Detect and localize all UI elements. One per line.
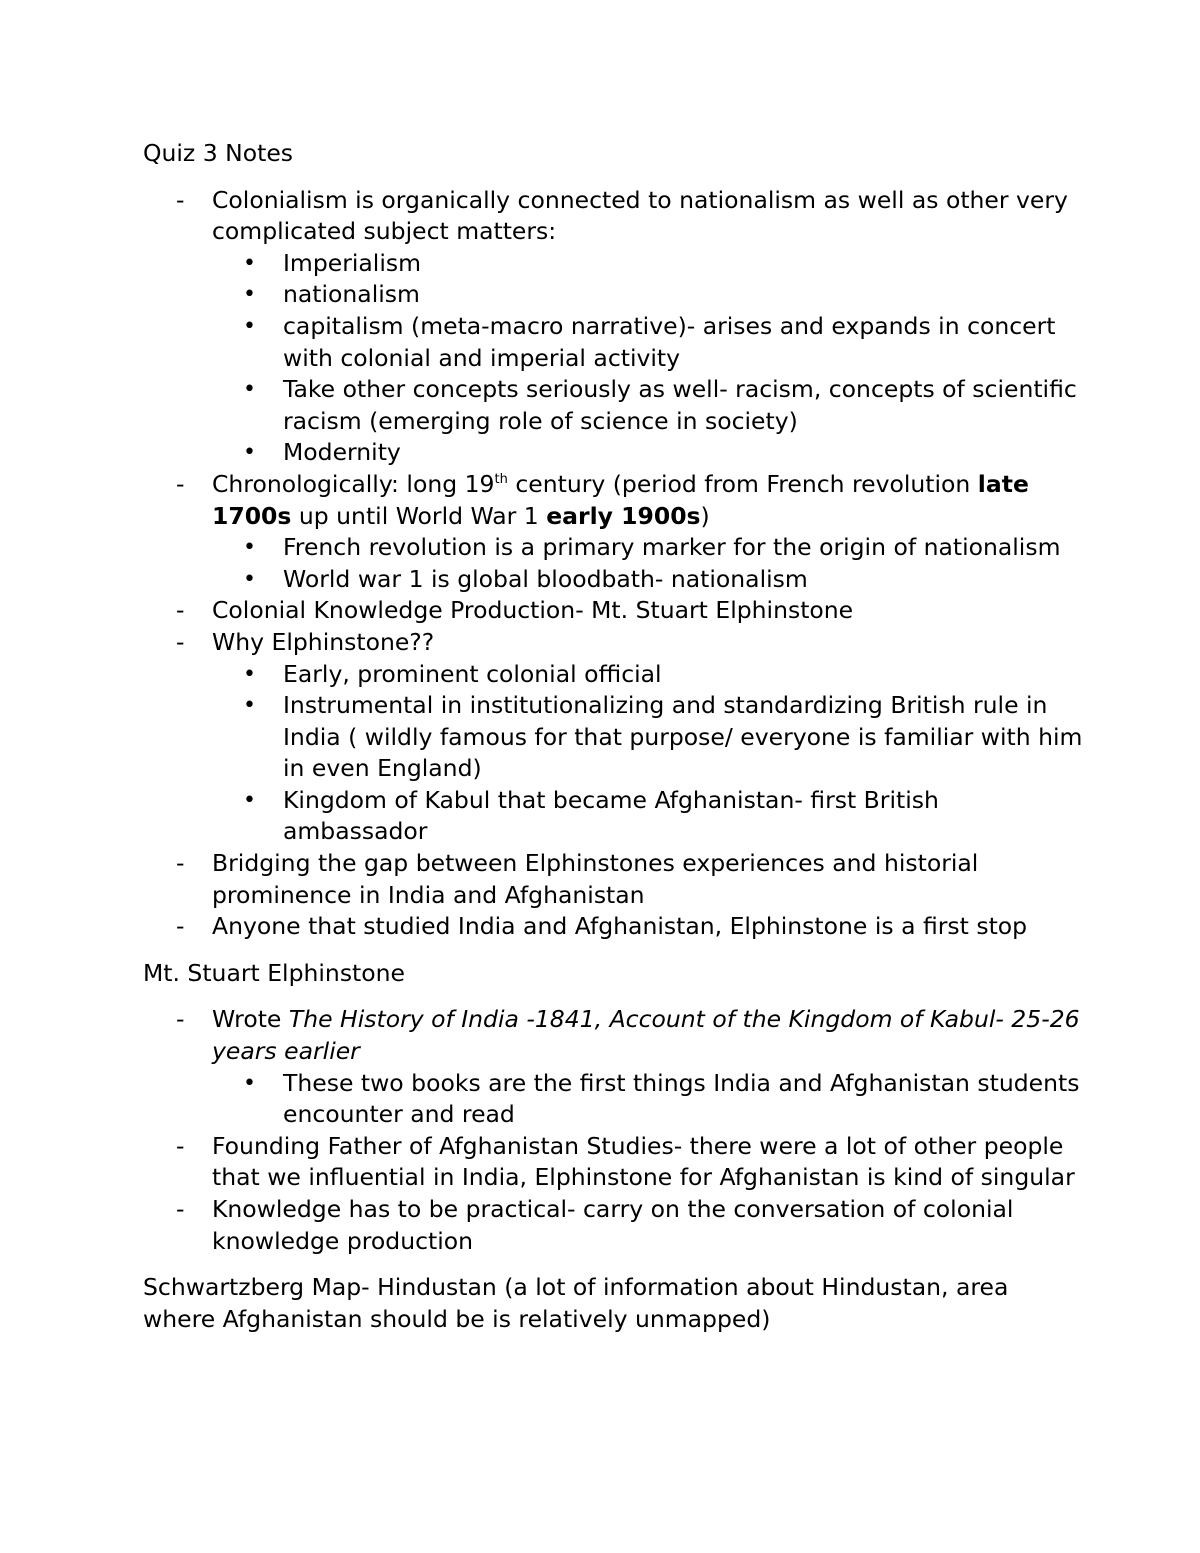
list-item	[143, 469, 1083, 532]
sub-list-item-text: Kingdom of Kabul that became Afghanistan- first British ambassador	[283, 785, 939, 846]
sub-list-item	[143, 374, 1083, 437]
list-item	[143, 1194, 1083, 1257]
bullet-marker: •	[243, 787, 256, 813]
list-item	[143, 595, 1083, 627]
chrono-text	[212, 470, 1029, 530]
dash-marker: -	[176, 912, 185, 941]
dash-marker: -	[176, 1005, 185, 1034]
bullet-marker: •	[243, 313, 256, 339]
sub-list-item-text: These two books are the first things India and Afghanistan students encounter and read	[283, 1068, 1080, 1129]
list-item	[143, 1131, 1083, 1194]
book-titles: The History of India -1841, Account of the Kingdom of Kabul- 25-26 years earlier	[212, 1005, 1080, 1066]
sub-list-item	[143, 532, 1083, 564]
sub-list-item	[143, 311, 1083, 374]
list-item-text: Colonialism is organically connected to nationalism as well as other very complicated subject matters:	[212, 185, 1068, 246]
list-item	[143, 911, 1083, 943]
list-item-text: Bridging the gap between Elphinstones experiences and historial prominence in India and Afghanistan	[212, 849, 979, 909]
chrono-sup: th	[494, 471, 508, 487]
dash-marker: -	[176, 849, 185, 878]
sub-list-item	[143, 785, 1083, 848]
sub-list-item	[143, 248, 1083, 280]
sub-list-item-text: French revolution is a primary marker for the origin of nationalism	[283, 533, 1061, 562]
dash-marker: -	[176, 185, 185, 214]
dash-marker: -	[176, 596, 185, 625]
list-item-text: Knowledge has to be practical- carry on the conversation of colonial knowledge production	[212, 1195, 1014, 1255]
list-item	[143, 185, 1083, 248]
sub-list-item	[143, 564, 1083, 596]
chrono-bold: early 1900s	[546, 501, 701, 530]
list-item-text: Why Elphinstone??	[212, 627, 435, 656]
sub-list-item-text: Take other concepts seriously as well- racism, concepts of scientific racism (emerging role of science in society)	[283, 375, 1077, 435]
dash-marker: -	[176, 627, 185, 656]
bullet-marker: •	[243, 693, 256, 719]
dash-marker: -	[176, 1195, 185, 1223]
sub-list-item-text: capitalism (meta-macro narrative)- arises and expands in concert with colonial and imperial activity	[283, 311, 1056, 372]
sub-list-item-text: Instrumental in institutionalizing and standardizing British rule in India ( wildly famous for that purpose/ everyone is familiar with him in even England)	[283, 691, 1083, 783]
chrono-bold: late 1700s	[212, 469, 1029, 530]
chrono-part: Chronologically: long 19	[212, 469, 495, 498]
bullet-marker: •	[243, 440, 256, 466]
bullet-marker: •	[243, 282, 256, 308]
sub-list-item-text: World war 1 is global bloodbath- nationalism	[283, 564, 808, 593]
dash-marker: -	[176, 1131, 185, 1160]
bullet-marker: •	[243, 250, 256, 276]
sub-list-item-text: nationalism	[283, 280, 420, 309]
list-item-text: Founding Father of Afghanistan Studies- there were a lot of other people that we influential in India, Elphinstone for Afghanistan is kind of singular	[212, 1131, 1075, 1192]
sub-list-item	[143, 1068, 1083, 1131]
list-item	[143, 627, 1083, 659]
sub-list-item	[143, 279, 1083, 311]
sub-list-item	[143, 437, 1083, 469]
sub-list-item-text: Imperialism	[283, 248, 421, 277]
sub-list-item	[143, 690, 1083, 785]
wrote-text	[212, 1005, 1080, 1065]
chrono-part: century (period from French revolution	[507, 469, 978, 498]
sub-list-item-text: Modernity	[283, 438, 401, 467]
bullet-marker: •	[243, 535, 256, 561]
dash-marker: -	[176, 469, 185, 498]
chrono-part: up until World War 1	[291, 501, 547, 530]
list-item	[143, 848, 1083, 911]
document-page	[143, 138, 1083, 1335]
sub-list-item-text: Early, prominent colonial official	[283, 659, 662, 688]
chrono-part: )	[700, 501, 710, 530]
closing-paragraph: Schwartzberg Map- Hindustan (a lot of information about Hindustan, area where Afghanistan should be is relatively unmapped)	[143, 1273, 1009, 1333]
bullet-marker: •	[243, 566, 256, 592]
sub-list-item	[143, 659, 1083, 691]
bullet-marker: •	[243, 661, 256, 687]
list-item	[143, 1004, 1083, 1067]
notes-title: Quiz 3 Notes	[143, 139, 294, 167]
bullet-marker: •	[243, 1070, 256, 1096]
bullet-marker: •	[243, 377, 256, 403]
list-item-text: Colonial Knowledge Production- Mt. Stuart Elphinstone	[212, 596, 854, 625]
section-heading: Mt. Stuart Elphinstone	[143, 958, 405, 987]
wrote-lead: Wrote	[212, 1005, 289, 1034]
list-item-text: Anyone that studied India and Afghanistan, Elphinstone is a first stop	[212, 912, 1028, 941]
